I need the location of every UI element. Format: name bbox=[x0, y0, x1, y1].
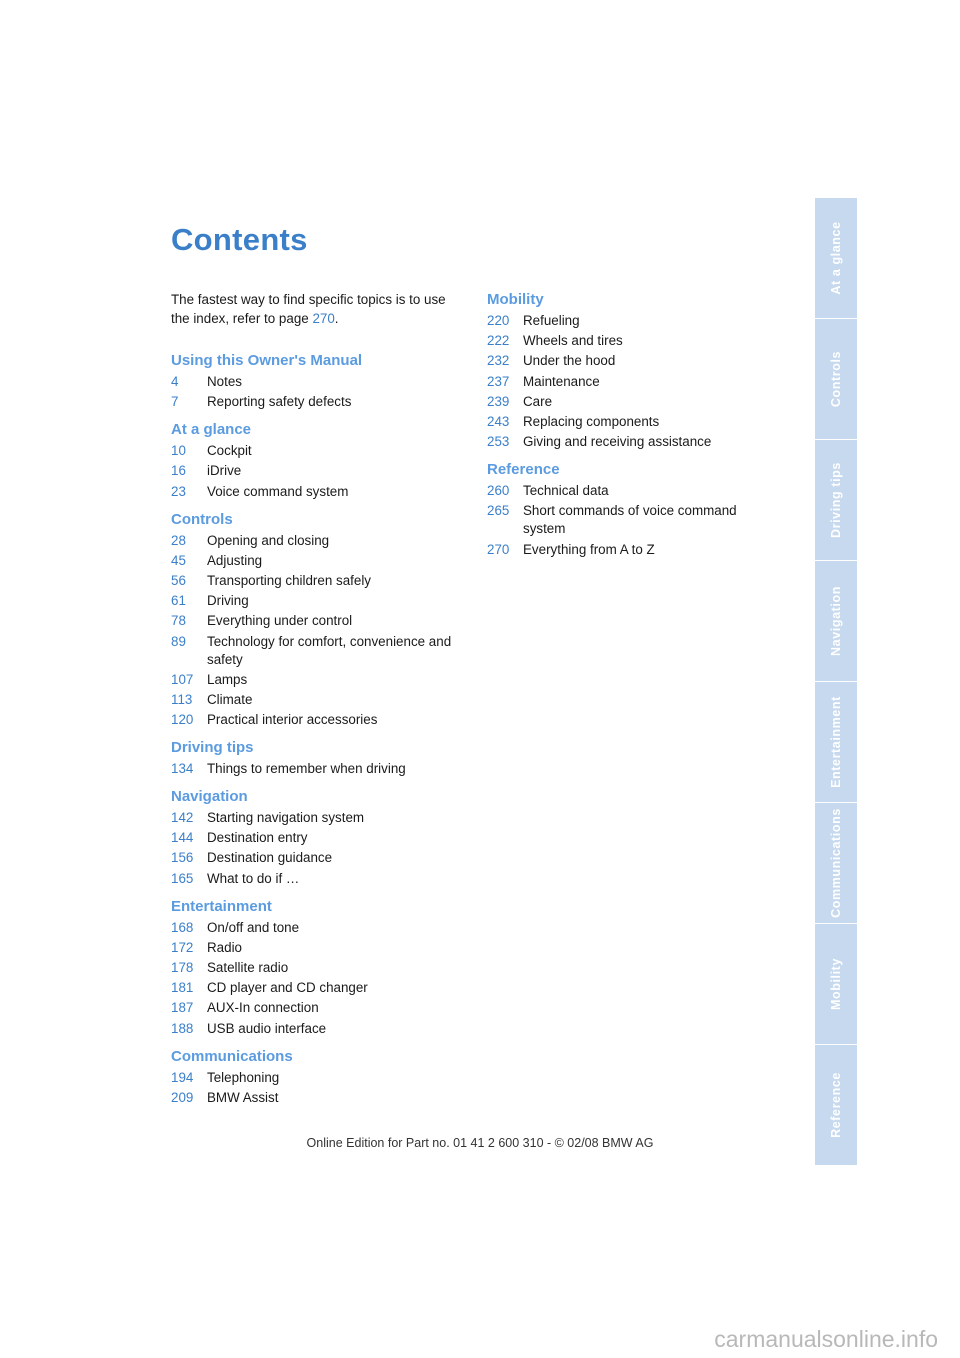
page-number-link[interactable]: 89 bbox=[171, 633, 186, 649]
page-number-link[interactable]: 16 bbox=[171, 463, 186, 479]
toc-entry[interactable] bbox=[171, 849, 471, 867]
page-number-link[interactable]: 28 bbox=[171, 532, 186, 548]
section-heading-driving-tips: Driving tips bbox=[171, 739, 254, 757]
section-entries bbox=[487, 482, 767, 558]
page-number-link[interactable]: 142 bbox=[171, 810, 194, 826]
entry-title: iDrive bbox=[207, 463, 242, 479]
page-number-link[interactable]: 10 bbox=[171, 443, 186, 459]
entry-title: BMW Assist bbox=[207, 1089, 279, 1105]
toc-entry[interactable] bbox=[171, 809, 471, 827]
toc-entry[interactable] bbox=[171, 711, 471, 729]
intro-end: . bbox=[334, 311, 339, 326]
entry-title: Radio bbox=[207, 939, 242, 955]
contents-column-right bbox=[487, 291, 767, 569]
entry-title: Destination guidance bbox=[207, 850, 333, 866]
page-number-link[interactable]: 4 bbox=[171, 374, 179, 389]
chapter-tabs-sidebar bbox=[815, 198, 857, 1160]
page-number-link[interactable]: 237 bbox=[487, 373, 510, 389]
toc-entry[interactable] bbox=[487, 393, 767, 411]
entry-title: Practical interior accessories bbox=[207, 712, 378, 728]
chapter-tab-entertainment[interactable] bbox=[815, 682, 857, 802]
entry-title: CD player and CD changer bbox=[207, 980, 368, 996]
entry-title: Starting navigation system bbox=[207, 810, 365, 826]
toc-entry[interactable] bbox=[171, 552, 471, 570]
entry-title: What to do if … bbox=[207, 870, 300, 886]
entry-title: Cockpit bbox=[207, 443, 252, 459]
toc-entry[interactable] bbox=[171, 979, 471, 997]
entry-title: USB audio interface bbox=[207, 1020, 327, 1036]
toc-entry[interactable] bbox=[487, 433, 767, 451]
page-number-link[interactable]: 220 bbox=[487, 313, 510, 328]
page-number-link[interactable]: 222 bbox=[487, 333, 510, 349]
page-number-link[interactable]: 270 bbox=[487, 541, 510, 557]
toc-entry[interactable] bbox=[171, 442, 471, 460]
toc-entry[interactable] bbox=[171, 829, 471, 847]
entry-title: Climate bbox=[207, 691, 253, 707]
page-number-link[interactable]: 78 bbox=[171, 613, 186, 629]
entry-title: Destination entry bbox=[207, 830, 308, 846]
toc-entry[interactable] bbox=[171, 483, 471, 501]
entry-title: Everything under control bbox=[207, 613, 353, 629]
toc-entry[interactable] bbox=[171, 919, 471, 937]
page-number-link[interactable]: 168 bbox=[171, 919, 194, 935]
page-number-link[interactable]: 232 bbox=[487, 353, 510, 369]
section-entries bbox=[171, 373, 471, 411]
page-number-link[interactable]: 134 bbox=[171, 761, 194, 777]
toc-entry[interactable] bbox=[171, 572, 471, 590]
chapter-tab-label: Mobility bbox=[829, 957, 843, 1011]
page-number-link[interactable]: 172 bbox=[171, 939, 194, 955]
toc-entry[interactable] bbox=[171, 760, 471, 778]
section-heading-at-a-glance: At a glance bbox=[171, 421, 252, 439]
toc-entry[interactable] bbox=[171, 870, 471, 888]
intro-text: The fastest way to find specific topics is to use the index, refer to page bbox=[171, 292, 446, 326]
section-heading-entertainment: Entertainment bbox=[171, 897, 272, 915]
chapter-tab-label: Reference bbox=[829, 1072, 843, 1138]
toc-entry[interactable] bbox=[171, 691, 471, 709]
chapter-tab-label: At a glance bbox=[829, 221, 843, 295]
toc-entry[interactable] bbox=[487, 332, 767, 350]
chapter-tab-label: Navigation bbox=[829, 586, 843, 656]
toc-entry[interactable] bbox=[487, 352, 767, 370]
entry-title: Refueling bbox=[523, 313, 580, 328]
section-heading-controls: Controls bbox=[171, 510, 233, 528]
toc-entry[interactable] bbox=[171, 1020, 471, 1038]
entry-title: Giving and receiving assistance bbox=[523, 434, 712, 450]
toc-entry[interactable] bbox=[487, 482, 767, 500]
entry-title: Notes bbox=[207, 374, 242, 389]
page-number-link[interactable]: 187 bbox=[171, 1000, 194, 1016]
toc-entry[interactable] bbox=[487, 413, 767, 431]
page-number-link[interactable]: 56 bbox=[171, 572, 186, 588]
page-number-link[interactable]: 61 bbox=[171, 593, 186, 609]
page-number-link[interactable]: 178 bbox=[171, 960, 194, 975]
chapter-tab-label: Driving tips bbox=[829, 462, 843, 538]
toc-entry[interactable] bbox=[171, 1069, 471, 1087]
entry-title: Voice command system bbox=[207, 483, 349, 499]
entry-title: Things to remember when driving bbox=[207, 761, 406, 777]
section-heading-using-this-owner-s-manual: Using this Owner's Manual bbox=[171, 352, 363, 369]
chapter-tab-label: Communications bbox=[829, 808, 843, 918]
entry-title: Wheels and tires bbox=[523, 333, 623, 349]
page-number-link[interactable]: 209 bbox=[171, 1089, 194, 1105]
toc-entry[interactable] bbox=[487, 373, 767, 391]
toc-entry[interactable] bbox=[171, 393, 471, 411]
entry-title: Care bbox=[523, 393, 553, 409]
chapter-tab-label: Controls bbox=[829, 350, 843, 408]
page-number-link[interactable]: 144 bbox=[171, 830, 194, 846]
chapter-tab-controls[interactable] bbox=[815, 319, 857, 439]
entry-title: Adjusting bbox=[207, 552, 263, 568]
entry-title: Driving bbox=[207, 593, 249, 609]
section-heading-reference: Reference bbox=[487, 461, 560, 479]
page-number-link[interactable]: 107 bbox=[171, 671, 194, 687]
chapter-tab-at-a-glance[interactable] bbox=[815, 198, 857, 318]
entry-title: Maintenance bbox=[523, 373, 600, 389]
toc-entry[interactable] bbox=[171, 633, 471, 669]
chapter-tab-mobility[interactable] bbox=[815, 924, 857, 1044]
toc-entry[interactable] bbox=[171, 671, 471, 689]
entry-title: Transporting children safely bbox=[207, 572, 371, 588]
entry-title: Satellite radio bbox=[207, 960, 289, 975]
page-title: Contents bbox=[171, 222, 308, 257]
entry-title: Everything from A to Z bbox=[523, 541, 655, 557]
page-number-link[interactable]: 113 bbox=[171, 691, 193, 707]
toc-entry[interactable] bbox=[171, 939, 471, 957]
toc-entry[interactable] bbox=[171, 1089, 471, 1107]
contents-column-left bbox=[171, 290, 471, 1117]
page-number-link[interactable]: 156 bbox=[171, 850, 194, 866]
page-number-link[interactable]: 260 bbox=[487, 483, 510, 499]
page-number-link[interactable]: 120 bbox=[171, 712, 194, 728]
toc-entry[interactable] bbox=[171, 532, 471, 550]
page-number-link[interactable]: 165 bbox=[171, 870, 194, 886]
entry-title: Technical data bbox=[523, 483, 609, 499]
entry-title: Under the hood bbox=[523, 353, 616, 369]
entry-title: Replacing components bbox=[523, 413, 660, 429]
page-number-link[interactable]: 253 bbox=[487, 434, 510, 450]
page-number-link[interactable]: 239 bbox=[487, 393, 510, 409]
section-entries bbox=[171, 1069, 471, 1107]
toc-entry[interactable] bbox=[171, 612, 471, 630]
toc-entry[interactable] bbox=[171, 999, 471, 1017]
toc-entry[interactable] bbox=[487, 502, 767, 538]
left-sections bbox=[171, 352, 471, 1107]
section-entries bbox=[171, 532, 471, 730]
entry-title: On/off and tone bbox=[207, 919, 300, 935]
watermark: carmanualsonline.info bbox=[714, 1326, 938, 1352]
page-number-link[interactable]: 188 bbox=[171, 1020, 194, 1036]
page-number-link[interactable]: 265 bbox=[487, 503, 510, 519]
right-sections bbox=[487, 291, 767, 559]
entry-title: Opening and closing bbox=[207, 532, 330, 548]
section-heading-communications: Communications bbox=[171, 1047, 293, 1065]
entry-title: Telephoning bbox=[207, 1069, 280, 1085]
entry-title: Lamps bbox=[207, 671, 248, 687]
page-number-link[interactable]: 194 bbox=[171, 1069, 194, 1085]
toc-entry[interactable] bbox=[171, 959, 471, 977]
section-entries bbox=[487, 312, 767, 451]
section-entries bbox=[171, 919, 471, 1038]
toc-entry[interactable] bbox=[487, 312, 767, 330]
page-number-link[interactable]: 23 bbox=[171, 483, 186, 499]
index-page-link[interactable]: 270 bbox=[312, 311, 335, 326]
chapter-tab-navigation[interactable] bbox=[815, 561, 857, 681]
section-entries bbox=[171, 760, 471, 778]
toc-entry[interactable] bbox=[171, 373, 471, 391]
toc-entry[interactable] bbox=[487, 541, 767, 559]
page-number-link[interactable]: 7 bbox=[171, 394, 179, 410]
chapter-tab-label: Entertainment bbox=[829, 696, 843, 788]
toc-entry[interactable] bbox=[171, 462, 471, 480]
toc-entry[interactable] bbox=[171, 592, 471, 610]
chapter-tab-driving-tips[interactable] bbox=[815, 440, 857, 560]
section-entries bbox=[171, 442, 471, 500]
page-number-link[interactable]: 181 bbox=[171, 980, 194, 996]
section-heading-navigation: Navigation bbox=[171, 788, 248, 806]
intro-paragraph bbox=[171, 290, 466, 328]
entry-title: Reporting safety defects bbox=[207, 394, 352, 410]
entry-title: Short commands of voice command system bbox=[523, 503, 737, 537]
entry-title: Technology for comfort, convenience and safety bbox=[207, 633, 452, 667]
section-entries bbox=[171, 809, 471, 888]
footer-edition: Online Edition for Part no. 01 41 2 600 310 - © 02/08 BMW AG bbox=[306, 1136, 654, 1150]
chapter-tab-communications[interactable] bbox=[815, 803, 857, 923]
page-number-link[interactable]: 243 bbox=[487, 413, 510, 429]
page-number-link[interactable]: 45 bbox=[171, 552, 186, 568]
section-heading-mobility: Mobility bbox=[487, 291, 544, 308]
entry-title: AUX-In connection bbox=[207, 1000, 319, 1016]
